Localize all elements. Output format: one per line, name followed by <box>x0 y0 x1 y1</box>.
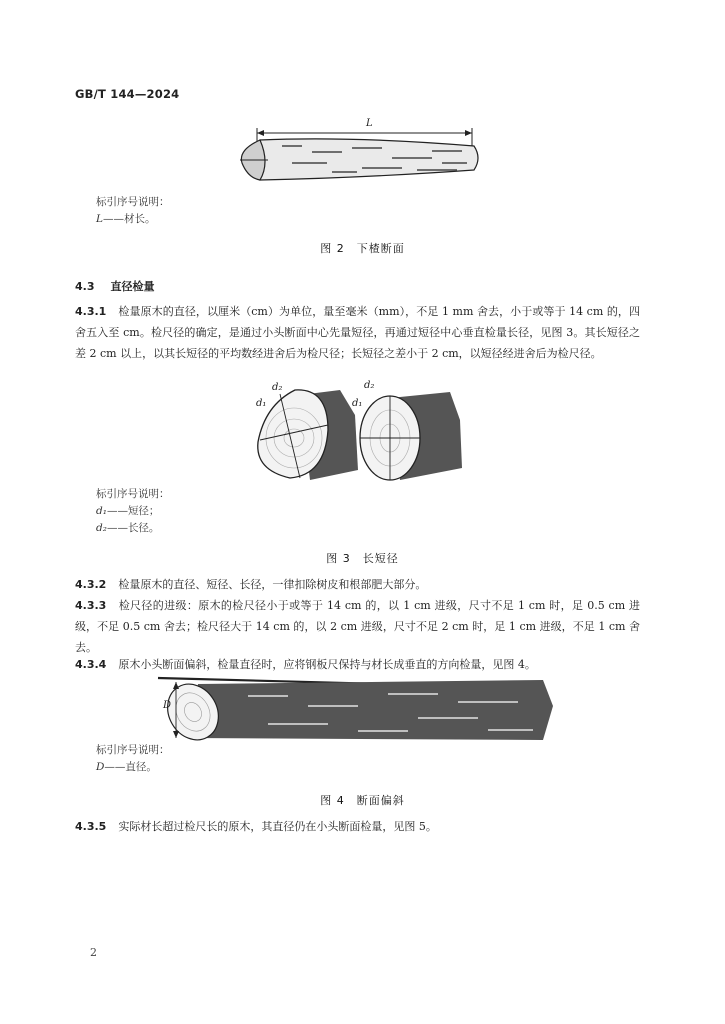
legend-title: 标引序号说明： <box>96 488 170 500</box>
figure-3-legend <box>96 486 170 537</box>
figure-4-caption: 图 4 断面偏斜 <box>320 794 405 807</box>
figure-2-label-L: L <box>366 118 373 129</box>
legend-title: 标引序号说明： <box>96 196 170 208</box>
legend-item: D——直径。 <box>96 761 157 773</box>
figure-2-log-drawing <box>232 118 482 188</box>
figure-4-label-D: D <box>163 700 172 711</box>
figure-3-label-d1-left: d₁ <box>256 398 267 409</box>
legend-item: d₁——短径； <box>96 505 160 517</box>
figure-4-legend <box>96 742 170 776</box>
page-number: 2 <box>90 946 97 959</box>
figure-4-log-drawing <box>158 676 558 746</box>
legend-item: L——材长。 <box>96 213 156 225</box>
legend-item: d₂——长径。 <box>96 522 160 534</box>
figure-3-label-d1-right: d₁ <box>352 398 363 409</box>
paragraph-4-3-1: 4.3.1 检量原木的直径，以厘米（cm）为单位，量至毫米（mm），不足 1 mm 舍去，小于或等于 14 cm 的，四舍五入至 cm。检尺径的确定，是通过小头断面中心先量短径，再通过短径中心垂直检量长径，见图 3。其长短径之差 2 cm 以上，以其长短径的平均数经进舍后为检尺径；长短径之差小于 2 cm，以短径经进舍后为检尺径。 <box>75 305 640 360</box>
figure-3-label-d2-right: d₂ <box>364 380 375 391</box>
paragraph-4-3-4: 4.3.4 原木小头断面偏斜，检量直径时，应将钢板尺保持与材长成垂直的方向检量，见图 4。 <box>75 658 536 671</box>
paragraph-4-3-3: 4.3.3 检尺径的进级：原木的检尺径小于或等于 14 cm 的，以 1 cm 进级，尺寸不足 1 cm 时，足 0.5 cm 进级，不足 0.5 cm 舍去；检尺径大于 14 cm 的，以 2 cm 进级，尺寸不足 2 cm 时，足 1 cm 进级，不足 1 cm 舍去。 <box>75 599 640 654</box>
legend-title: 标引序号说明： <box>96 744 170 756</box>
figure-3-label-d2-left: d₂ <box>272 382 283 393</box>
figure-3-caption: 图 3 长短径 <box>326 552 399 565</box>
figure-2-caption: 图 2 下楂断面 <box>320 242 405 255</box>
figure-2-legend <box>96 194 170 228</box>
section-heading: 4.3 直径检量 <box>75 280 155 293</box>
paragraph-4-3-2: 4.3.2 检量原木的直径、短径、长径，一律扣除树皮和根部肥大部分。 <box>75 578 427 591</box>
paragraph-4-3-5: 4.3.5 实际材长超过检尺长的原木，其直径仍在小头断面检量，见图 5。 <box>75 820 437 833</box>
standard-code: GB/T 144—2024 <box>75 87 180 101</box>
figure-3-log-drawing <box>250 380 470 490</box>
